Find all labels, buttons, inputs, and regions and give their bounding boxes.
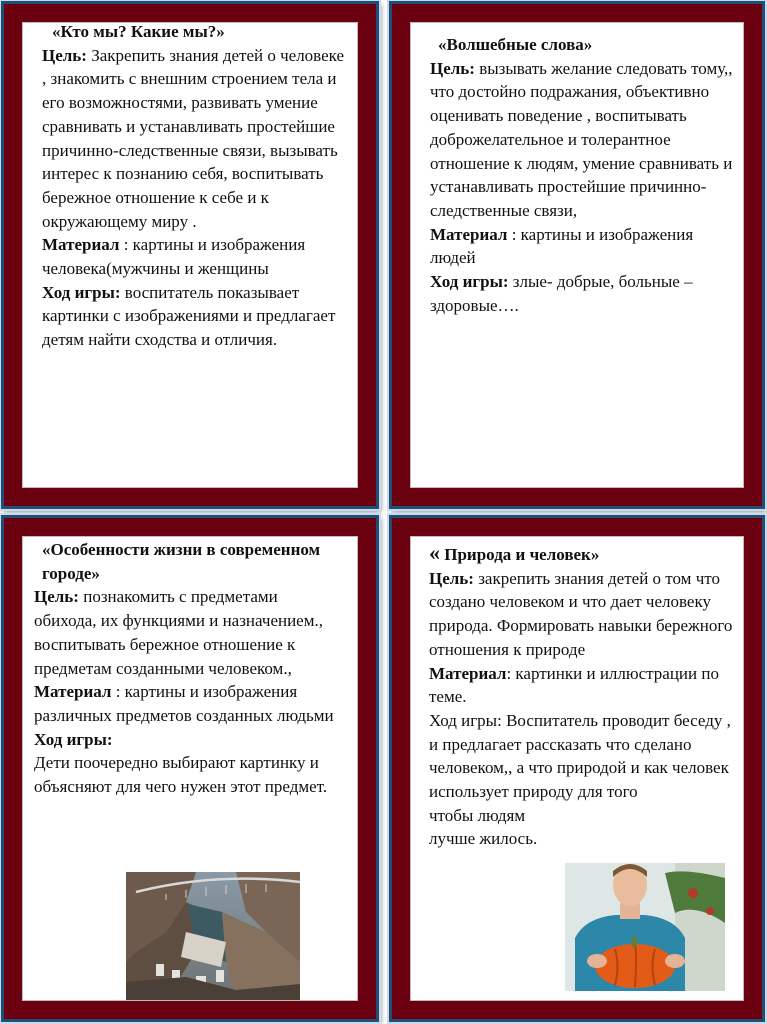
man-with-pumpkin-photo (565, 863, 725, 991)
material-paragraph (429, 662, 739, 709)
goal-text: познакомить с предметами обихода, их функциями и назначением., воспитывать бережное отношение к предметам созданными человеком., (34, 587, 323, 678)
dam-bridge-illustration (126, 872, 300, 1000)
dam-bridge-photo (126, 872, 300, 1000)
material-text: : картины и изображения человека(мужчины и женщины (42, 235, 306, 279)
progress-label-line (34, 728, 344, 752)
card-title: «Кто мы? Какие мы?» (52, 22, 225, 41)
progress-tail-1: чтобы людям (429, 805, 526, 825)
card-text (430, 33, 735, 317)
progress-label: Ход игры: (430, 272, 509, 292)
title-quote: « (429, 540, 440, 565)
goal-label: Цель: (429, 568, 474, 588)
goal-paragraph (430, 57, 735, 223)
goal-label: Цель: (430, 58, 475, 78)
material-label: Материал (429, 663, 507, 683)
goal-label: Цель: (34, 587, 79, 607)
goal-text: закрепить знания детей о том что создано человеком и что дает человеку природа. Формировать навыки бережного отношения к природе (429, 568, 733, 659)
title-text: Природа и человек» (440, 545, 600, 564)
progress-text: воспитатель показывает картинки с изображениями и предлагает детям найти сходства и отличия. (42, 282, 336, 350)
progress-paragraph (430, 270, 735, 317)
material-text: : картины и изображения различных предметов созданных людьми (34, 682, 334, 725)
card-title: «Особенности жизни в современном городе» (42, 540, 321, 583)
material-text: : картинки и иллюстрации по теме. (429, 663, 719, 707)
material-label: Материал (34, 682, 112, 702)
card-text (42, 20, 352, 352)
goal-paragraph (42, 44, 352, 234)
material-label: Материал (430, 224, 508, 244)
goal-text: Закрепить знания детей о человеке , знакомить с внешним строением тела и его возможностями, развивать умение сравнивать и устанавливать простейшие причинно-следственные связи, вызывать интерес к познанию себя, воспитывать бережное отношение к себе и к окружающему миру . (42, 45, 345, 231)
progress-label: Ход игры: (42, 282, 121, 302)
goal-label: Цель: (42, 45, 87, 65)
card-title: «Волшебные слова» (438, 35, 593, 54)
goal-text: вызывать желание следовать тому,, что достойно подражания, объективно оценивать поведение , воспитывать доброжелательное и толерантное отношение к людям, умение сравнивать и устанавливать простейшие причинно-следственные связи, (430, 58, 733, 220)
material-paragraph (34, 680, 344, 727)
card-title (429, 541, 739, 567)
material-text: : картины и изображения людей (430, 224, 694, 268)
progress-paragraph (42, 281, 352, 352)
progress-text: Дети поочередно выбирают картинку и объясняют для чего нужен этот предмет. (34, 753, 328, 797)
progress-label: Ход игры: (34, 729, 113, 749)
material-paragraph (430, 223, 735, 270)
material-paragraph (42, 233, 352, 280)
progress-tail-2: лучше жилось. (429, 829, 538, 849)
progress-text: Ход игры: Воспитатель проводит беседу , и предлагает рассказать что сделано человеком,, а что природой и как человек использует природу для того (429, 710, 731, 802)
card-text (429, 541, 739, 851)
material-label: Материал (42, 235, 120, 255)
progress-text: злые- добрые, больные – здоровые…. (430, 272, 693, 315)
card-text (34, 538, 344, 799)
goal-paragraph (34, 585, 344, 680)
goal-paragraph (429, 567, 739, 662)
man-with-pumpkin-illustration (565, 863, 725, 991)
